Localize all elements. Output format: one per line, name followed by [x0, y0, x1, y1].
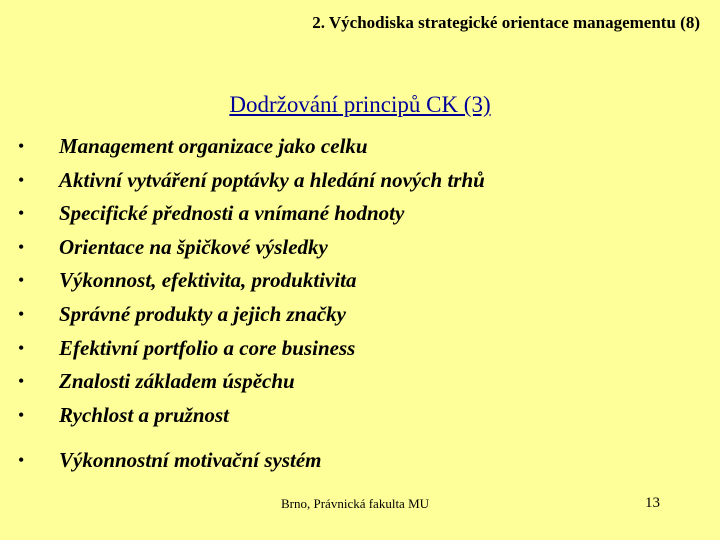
bullet-marker: •	[18, 236, 25, 257]
list-item	[0, 197, 720, 231]
slide-title: Dodržování principů CK (3)	[229, 92, 491, 117]
list-item	[0, 399, 720, 433]
list-item	[0, 332, 720, 366]
bullet-marker: •	[18, 337, 25, 358]
bullet-marker: •	[18, 404, 25, 425]
bullet-text: Výkonnostní motivační systém	[59, 448, 322, 473]
bullet-text: Výkonnost, efektivita, produktivita	[59, 268, 357, 293]
bullet-text: Efektivní portfolio a core business	[59, 335, 356, 360]
bullet-marker: •	[18, 371, 25, 392]
bullet-marker: •	[18, 169, 25, 190]
bullet-marker: •	[18, 203, 25, 224]
bullet-text: Aktivní vytváření poptávky a hledání nových trhů	[59, 167, 485, 192]
footer-text: Brno, Právnická fakulta MU	[281, 496, 430, 511]
bullet-marker: •	[18, 270, 25, 291]
list-item	[0, 444, 720, 478]
list-item	[0, 164, 720, 198]
list-item	[0, 365, 720, 399]
bullet-text: Specifické přednosti a vnímané hodnoty	[59, 201, 405, 226]
list-item	[0, 298, 720, 332]
bullet-text: Správné produkty a jejich značky	[59, 301, 346, 326]
page-number: 13	[645, 495, 660, 511]
bullet-text: Rychlost a pružnost	[59, 402, 229, 427]
bullet-marker: •	[18, 136, 25, 156]
list-item	[0, 264, 720, 298]
list-item	[0, 231, 720, 265]
bullet-marker: •	[18, 450, 25, 471]
bullet-text: Management organizace jako celku	[59, 134, 368, 158]
bullet-list	[0, 130, 720, 478]
list-item	[0, 130, 720, 164]
slide-header: 2. Východiska strategické orientace managementu (8)	[312, 13, 700, 32]
bullet-text: Orientace na špičkové výsledky	[59, 234, 328, 259]
bullet-text: Znalosti základem úspěchu	[59, 369, 295, 394]
bullet-marker: •	[18, 303, 25, 324]
